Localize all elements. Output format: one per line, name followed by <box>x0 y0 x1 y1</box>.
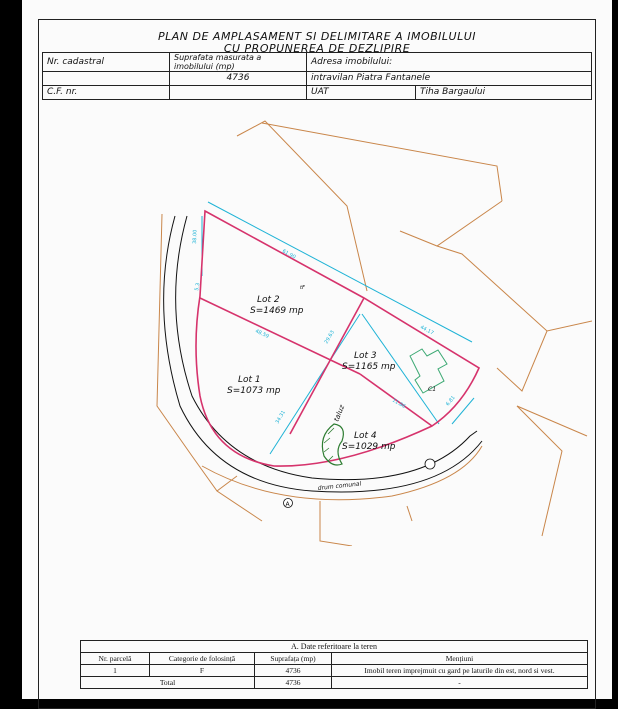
reference-block <box>80 640 588 689</box>
lot-1-name: Lot 1 <box>238 375 261 385</box>
lot-2-area: S=1469 mp <box>250 306 304 316</box>
lot-3-area: S=1165 mp <box>342 362 396 372</box>
building-c1-label: C1 <box>428 386 437 393</box>
col-mentiuni: Mențiuni <box>332 653 588 665</box>
adresa-value: intravilan Piatra Fantanele <box>307 72 592 86</box>
document-title-line2: CU PROPUNEREA DE DEZLIPIRE <box>223 42 411 55</box>
row-mentiuni: Imobil teren imprejmuit cu gard pe laturile din est, nord si vest. <box>332 665 588 677</box>
reference-header-row <box>81 653 588 665</box>
survey-point-a-label: A <box>285 501 290 508</box>
uat-label: UAT <box>307 86 416 100</box>
table-row <box>81 665 588 677</box>
total-note: - <box>332 677 588 689</box>
cf-value <box>170 86 307 100</box>
reference-caption: A. Date referitoare la teren <box>80 640 588 652</box>
measure-44-17: 44.17 <box>419 324 435 337</box>
header-table <box>42 52 592 100</box>
road-label: drum comunal <box>317 480 362 492</box>
site-plan <box>42 106 592 546</box>
lot-labels <box>227 295 396 452</box>
lot-2-name: Lot 2 <box>257 295 280 305</box>
lot-boundaries <box>196 211 479 466</box>
lot-4-name: Lot 4 <box>354 431 377 441</box>
row-nr-parcela: 1 <box>81 665 150 677</box>
measure-48-59: 48.59 <box>254 328 270 340</box>
document-sheet <box>22 0 612 699</box>
row-categorie: F <box>150 665 255 677</box>
col-nr-parcela: Nr. parcelă <box>81 653 150 665</box>
lot-1-area: S=1073 mp <box>227 386 281 396</box>
total-row <box>81 677 588 689</box>
adresa-label: Adresa imobilului: <box>307 53 592 72</box>
col-categorie: Categorie de folosință <box>150 653 255 665</box>
slope-label: taluz <box>332 403 347 423</box>
measure-6-81: 6.81 <box>444 394 457 408</box>
measure-38-00: 38.00 <box>192 229 199 245</box>
nr-cadastral-value <box>43 72 170 86</box>
road-marker-icon <box>425 459 435 469</box>
suprafata-label: Suprafata masurata a imobilului (mp) <box>170 53 307 72</box>
cf-label: C.F. nr. <box>43 86 170 100</box>
measure-34-31: 34.31 <box>274 409 287 425</box>
measure-61-90: 61.90 <box>281 248 297 261</box>
lot-3-name: Lot 3 <box>354 351 377 361</box>
measure-11-86: 11.86 <box>391 397 407 410</box>
nr-cadastral-label: Nr. cadastral <box>43 53 170 72</box>
tf-label: tF <box>300 285 305 291</box>
total-value: 4736 <box>255 677 332 689</box>
total-label: Total <box>81 677 255 689</box>
document-title-line1: PLAN DE AMPLASAMENT SI DELIMITARE A IMOBILULUI <box>157 30 476 43</box>
suprafata-value: 4736 <box>170 72 307 86</box>
row-suprafata: 4736 <box>255 665 332 677</box>
measure-29-63: 29.63 <box>323 329 336 345</box>
uat-value: Tiha Bargaului <box>416 86 592 100</box>
col-suprafata: Suprafața (mp) <box>255 653 332 665</box>
reference-table <box>80 652 588 689</box>
measure-5-3: 5.3 <box>194 282 202 292</box>
neighbor-parcels <box>157 121 592 546</box>
lot-4-area: S=1029 mp <box>342 442 396 452</box>
